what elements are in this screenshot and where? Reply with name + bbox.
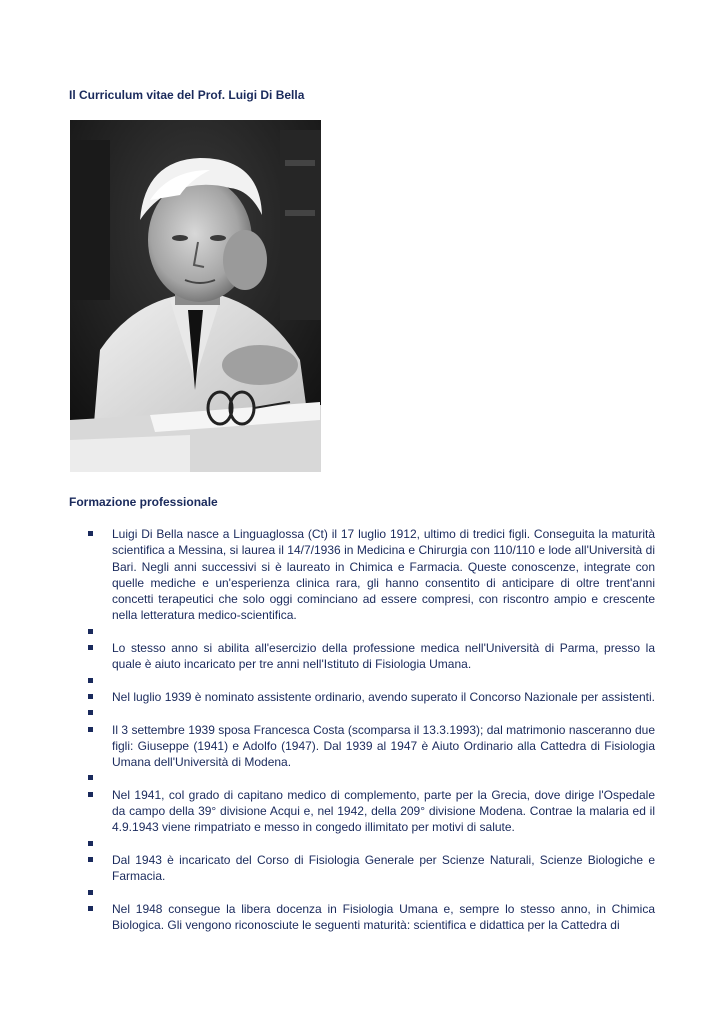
portrait-photo — [70, 120, 321, 472]
bullet-icon — [88, 906, 93, 911]
list-item — [88, 787, 655, 836]
list-item-text: Luigi Di Bella nasce a Linguaglossa (Ct) il 17 luglio 1912, ultimo di tredici figli. Conseguita la maturità scientifica a Messina, si laurea il 14/7/1936 in Medicina e Chirurgia con 110/110 e lode all'Università di Bari. Negli anni successivi si è laureato in Chimica e Farmacia. Queste conoscenze, integrate con quelle mediche e un'esperienza clinica rara, gli hanno consentito di anticipare di oltre trent'anni concetti terapeutici che solo oggi cominciano ad essere compresi, con riscontro ampio e crescente nella letteratura medico-scientifica. — [112, 527, 655, 623]
bullet-icon — [88, 645, 93, 650]
document-title: Il Curriculum vitae del Prof. Luigi Di Bella — [69, 88, 305, 102]
bullet-icon — [88, 531, 93, 536]
bullet-icon — [88, 841, 93, 846]
bullet-icon — [88, 694, 93, 699]
list-item — [88, 624, 655, 640]
bullet-list — [88, 526, 655, 933]
portrait-image — [70, 120, 321, 472]
list-item — [88, 722, 655, 771]
bullet-icon — [88, 775, 93, 780]
list-item — [88, 836, 655, 852]
bullet-icon — [88, 678, 93, 683]
list-item — [88, 770, 655, 786]
bullet-icon — [88, 629, 93, 634]
list-item — [88, 673, 655, 689]
section-title: Formazione professionale — [69, 495, 218, 509]
list-item-text: Il 3 settembre 1939 sposa Francesca Costa (scomparsa il 13.3.1993); dal matrimonio nasceranno due figli: Giuseppe (1941) e Adolfo (1947). Dal 1939 al 1947 è Aiuto Ordinario alla Cattedra di Fisiologia Umana dell'Università di Modena. — [112, 722, 655, 770]
list-item — [88, 852, 655, 885]
list-item-text: Nel luglio 1939 è nominato assistente ordinario, avendo superato il Concorso Nazionale per assistenti. — [112, 689, 655, 704]
list-item-text: Dal 1943 è incaricato del Corso di Fisiologia Generale per Scienze Naturali, Scienze Biologiche e Farmacia. — [112, 852, 655, 884]
list-item-text: Nel 1941, col grado di capitano medico di complemento, parte per la Grecia, dove dirige l'Ospedale da campo della 39° divisione Acqui e, nel 1942, della 209° divisione Modena. Contrae la malaria ed il 4.9.1943 viene rimpatriato e messo in congedo illimitato per motivi di salute. — [112, 787, 655, 835]
bullet-icon — [88, 857, 93, 862]
bullet-icon — [88, 710, 93, 715]
bullet-icon — [88, 890, 93, 895]
list-item — [88, 640, 655, 673]
list-item-text: Nel 1948 consegue la libera docenza in Fisiologia Umana e, sempre lo stesso anno, in Chimica Biologica. Gli vengono riconosciute le seguenti maturità: scientifica e didattica per la Cattedra di — [112, 901, 655, 933]
bullet-icon — [88, 792, 93, 797]
list-item — [88, 901, 655, 934]
bullet-icon — [88, 727, 93, 732]
list-item — [88, 526, 655, 624]
list-item-text: Lo stesso anno si abilita all'esercizio della professione medica nell'Università di Parma, presso la quale è aiuto incaricato per tre anni nell'Istituto di Fisiologia Umana. — [112, 641, 655, 672]
list-item — [88, 885, 655, 901]
list-item — [88, 689, 655, 705]
list-item — [88, 705, 655, 721]
